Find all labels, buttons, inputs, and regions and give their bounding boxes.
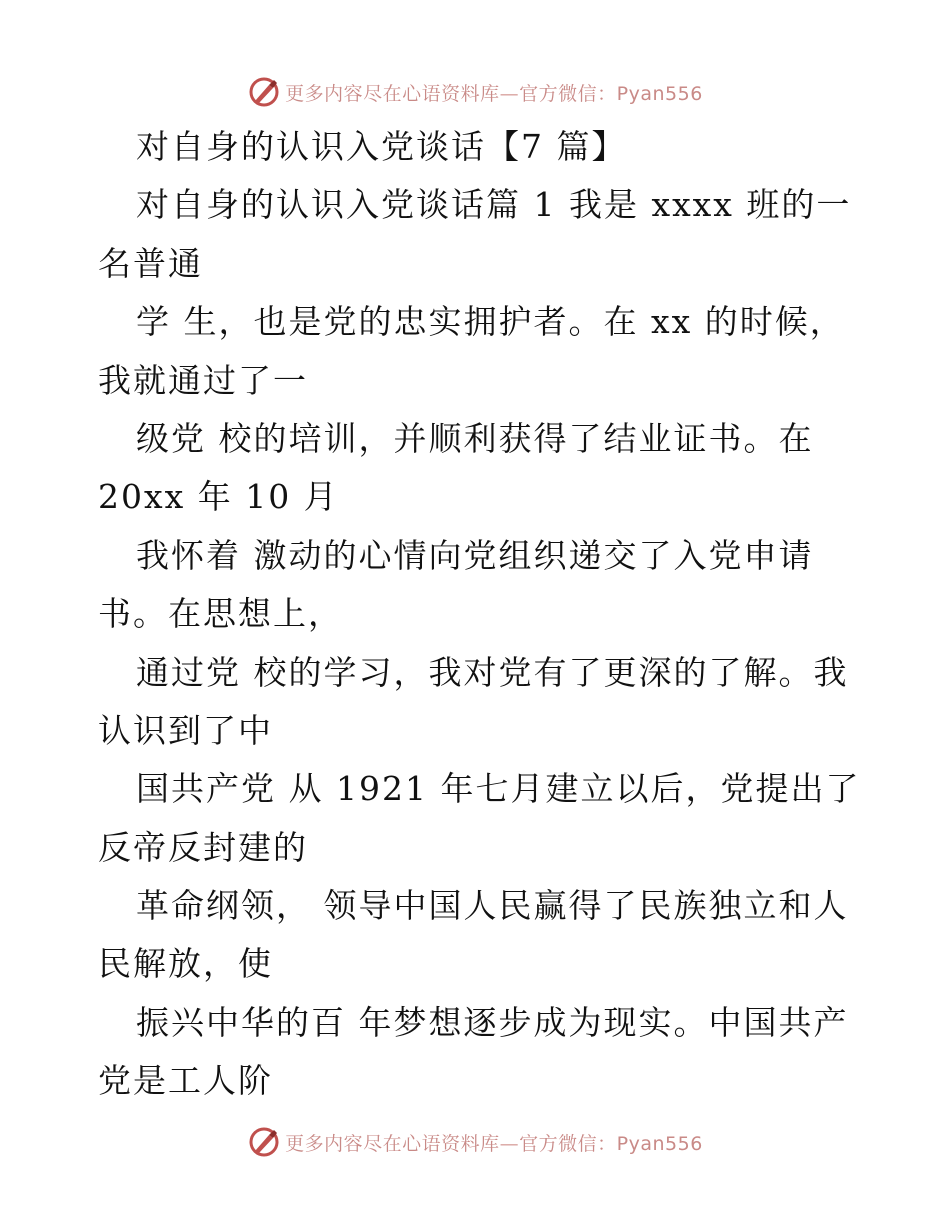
watermark-dash: — (499, 1132, 520, 1155)
text-line: 对自身的认识入党谈话篇 1 我是 xxxx 班的一 (136, 185, 852, 225)
text-line: 名普通 (98, 243, 203, 283)
document-body (98, 118, 861, 1111)
footer-watermark (0, 1120, 950, 1164)
watermark-text: 更多内容尽在心语资料库 (285, 1132, 500, 1155)
document-title: 对自身的认识入党谈话【7 篇】 (136, 127, 627, 166)
header-watermark (0, 70, 950, 114)
text-line: 振兴中华的百 年梦想逐步成为现实。中国共产 (136, 1002, 849, 1042)
text-line: 我怀着 激动的心情向党组织递交了入党申请 (136, 535, 814, 575)
pen-logo-icon (247, 1125, 281, 1159)
text-line: 级党 校的培训，并顺利获得了结业证书。在 (136, 418, 814, 458)
text-line: 书。在思想上， (98, 594, 343, 634)
watermark-contact: 官方微信：Pyan556 (519, 82, 703, 105)
text-line: 国共产党 从 1921 年七月建立以后，党提出了 (136, 769, 861, 809)
text-line: 民解放，使 (98, 944, 273, 984)
text-line: 学 生，也是党的忠实拥护者。在 xx 的时候， (136, 302, 845, 342)
text-line: 反帝反封建的 (98, 827, 308, 867)
pen-logo-icon (247, 75, 281, 109)
text-line: 认识到了中 (98, 710, 273, 750)
text-line: 20xx 年 10 月 (98, 477, 339, 517)
text-line: 党是工人阶 (98, 1061, 273, 1101)
watermark-contact: 官方微信：Pyan556 (519, 1132, 703, 1155)
watermark-text: 更多内容尽在心语资料库 (285, 82, 500, 105)
text-line: 我就通过了一 (98, 360, 308, 400)
text-line: 革命纲领， 领导中国人民赢得了民族独立和人 (136, 886, 849, 926)
text-line: 通过党 校的学习，我对党有了更深的了解。我 (136, 652, 849, 692)
watermark-dash: — (499, 82, 520, 105)
